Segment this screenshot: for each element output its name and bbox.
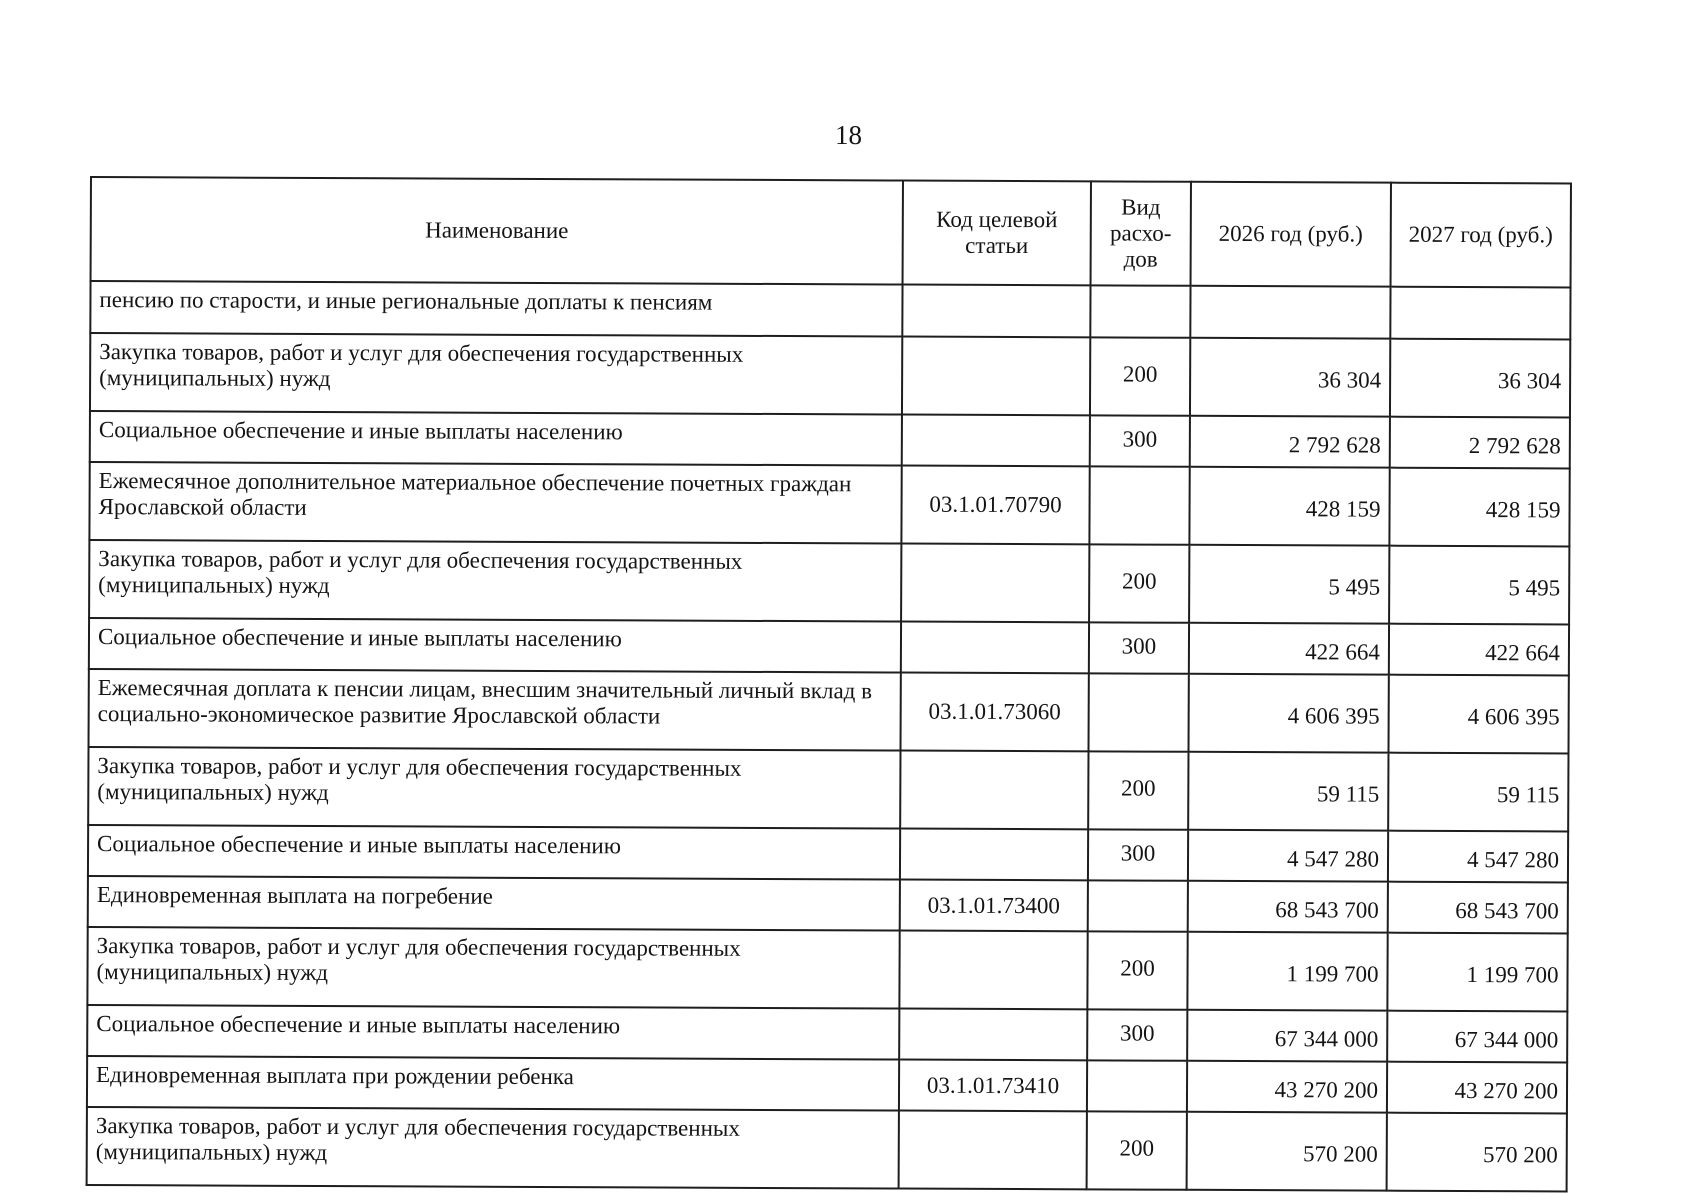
row-kind bbox=[1089, 466, 1189, 544]
row-name: пенсию по старости, и иные региональные доплаты к пенсиям bbox=[90, 281, 902, 337]
page-number: 18 bbox=[835, 120, 862, 150]
row-kind bbox=[1088, 880, 1188, 931]
table-row bbox=[90, 333, 1570, 417]
row-code: 03.1.01.73060 bbox=[901, 673, 1089, 752]
row-name: Закупка товаров, работ и услуг для обеспечения государственных (муниципальных) нужд bbox=[87, 927, 899, 1009]
header-code: Код целевой статьи bbox=[903, 181, 1091, 286]
row-2027: 570 200 bbox=[1387, 1113, 1567, 1192]
row-name: Закупка товаров, работ и услуг для обеспечения государственных (муниципальных) нужд bbox=[88, 747, 900, 829]
row-2027: 2 792 628 bbox=[1390, 417, 1570, 469]
table-row bbox=[89, 618, 1569, 675]
row-kind bbox=[1087, 1060, 1187, 1111]
row-2026: 68 543 700 bbox=[1188, 881, 1388, 933]
row-2026: 67 344 000 bbox=[1187, 1010, 1387, 1062]
table-row bbox=[88, 825, 1568, 882]
row-kind: 300 bbox=[1090, 415, 1190, 466]
table-row bbox=[90, 281, 1570, 339]
table-row bbox=[88, 876, 1568, 933]
row-code bbox=[899, 931, 1087, 1010]
row-2026 bbox=[1190, 286, 1390, 339]
row-kind: 200 bbox=[1089, 544, 1189, 622]
row-code: 03.1.01.70790 bbox=[901, 466, 1089, 545]
row-name: Социальное обеспечение и иные выплаты населению bbox=[89, 618, 901, 673]
row-2026: 1 199 700 bbox=[1187, 932, 1387, 1011]
row-2027: 4 547 280 bbox=[1388, 831, 1568, 883]
row-code bbox=[899, 1009, 1087, 1061]
row-kind: 200 bbox=[1087, 931, 1187, 1009]
row-2027: 428 159 bbox=[1389, 468, 1569, 547]
row-name: Единовременная выплата на погребение bbox=[88, 876, 900, 931]
table-row bbox=[87, 1107, 1567, 1191]
row-2027: 1 199 700 bbox=[1387, 933, 1567, 1012]
row-2027: 5 495 bbox=[1389, 546, 1569, 625]
row-2026: 36 304 bbox=[1190, 338, 1390, 417]
table-row bbox=[87, 1005, 1567, 1062]
row-kind bbox=[1088, 673, 1188, 751]
row-kind: 200 bbox=[1087, 1111, 1187, 1189]
table-row bbox=[87, 927, 1567, 1011]
row-code bbox=[902, 337, 1090, 416]
row-2026: 422 664 bbox=[1189, 623, 1389, 675]
budget-table bbox=[86, 176, 1572, 1192]
row-code: 03.1.01.73410 bbox=[899, 1060, 1087, 1112]
row-2026: 570 200 bbox=[1187, 1112, 1387, 1191]
row-2026: 43 270 200 bbox=[1187, 1061, 1387, 1113]
table-row bbox=[88, 747, 1568, 831]
row-kind: 200 bbox=[1090, 337, 1190, 415]
row-2027: 422 664 bbox=[1389, 624, 1569, 676]
row-code bbox=[900, 751, 1088, 830]
row-2026: 4 606 395 bbox=[1188, 674, 1388, 753]
row-2026: 428 159 bbox=[1189, 467, 1389, 546]
row-2027: 59 115 bbox=[1388, 753, 1568, 832]
row-2026: 2 792 628 bbox=[1190, 416, 1390, 468]
table-header-row bbox=[91, 177, 1571, 287]
table-row bbox=[90, 411, 1570, 468]
row-2027: 67 344 000 bbox=[1387, 1011, 1567, 1063]
row-kind: 300 bbox=[1088, 829, 1188, 880]
header-kind: Вид расхо-дов bbox=[1091, 181, 1191, 285]
row-name: Единовременная выплата при рождении ребенка bbox=[87, 1056, 899, 1111]
row-kind: 300 bbox=[1089, 622, 1189, 673]
row-code bbox=[902, 285, 1090, 338]
header-name: Наименование bbox=[91, 177, 903, 285]
row-code bbox=[899, 1111, 1087, 1190]
row-code bbox=[901, 622, 1089, 674]
row-2026: 4 547 280 bbox=[1188, 830, 1388, 882]
row-code: 03.1.01.73400 bbox=[900, 880, 1088, 932]
row-code bbox=[902, 415, 1090, 467]
row-name: Социальное обеспечение и иные выплаты населению bbox=[90, 411, 902, 466]
header-2026: 2026 год (руб.) bbox=[1191, 182, 1391, 287]
row-kind: 300 bbox=[1087, 1009, 1187, 1060]
row-name: Закупка товаров, работ и услуг для обеспечения государственных (муниципальных) нужд bbox=[87, 1107, 899, 1189]
row-kind: 200 bbox=[1088, 751, 1188, 829]
row-name: Социальное обеспечение и иные выплаты населению bbox=[87, 1005, 899, 1060]
row-2027: 4 606 395 bbox=[1388, 675, 1568, 754]
row-kind bbox=[1090, 285, 1190, 337]
row-code bbox=[900, 829, 1088, 881]
table-row bbox=[87, 1056, 1567, 1113]
row-2027: 36 304 bbox=[1390, 339, 1570, 418]
table-row bbox=[89, 462, 1569, 546]
row-code bbox=[901, 544, 1089, 623]
row-name: Ежемесячное дополнительное материальное обеспечение почетных граждан Ярославской области bbox=[89, 462, 901, 544]
row-2026: 5 495 bbox=[1189, 545, 1389, 624]
row-name: Ежемесячная доплата к пенсии лицам, внесшим значительный личный вклад в социально-экономическое развитие Ярославской области bbox=[89, 669, 901, 751]
row-2026: 59 115 bbox=[1188, 752, 1388, 831]
table-row bbox=[89, 669, 1569, 753]
row-name: Закупка товаров, работ и услуг для обеспечения государственных (муниципальных) нужд bbox=[89, 540, 901, 622]
row-2027: 68 543 700 bbox=[1388, 882, 1568, 934]
row-name: Закупка товаров, работ и услуг для обеспечения государственных (муниципальных) нужд bbox=[90, 333, 902, 415]
table-row bbox=[89, 540, 1569, 624]
row-2027 bbox=[1390, 287, 1570, 340]
row-name: Социальное обеспечение и иные выплаты населению bbox=[88, 825, 900, 880]
header-2027: 2027 год (руб.) bbox=[1391, 183, 1571, 288]
row-2027: 43 270 200 bbox=[1387, 1062, 1567, 1114]
